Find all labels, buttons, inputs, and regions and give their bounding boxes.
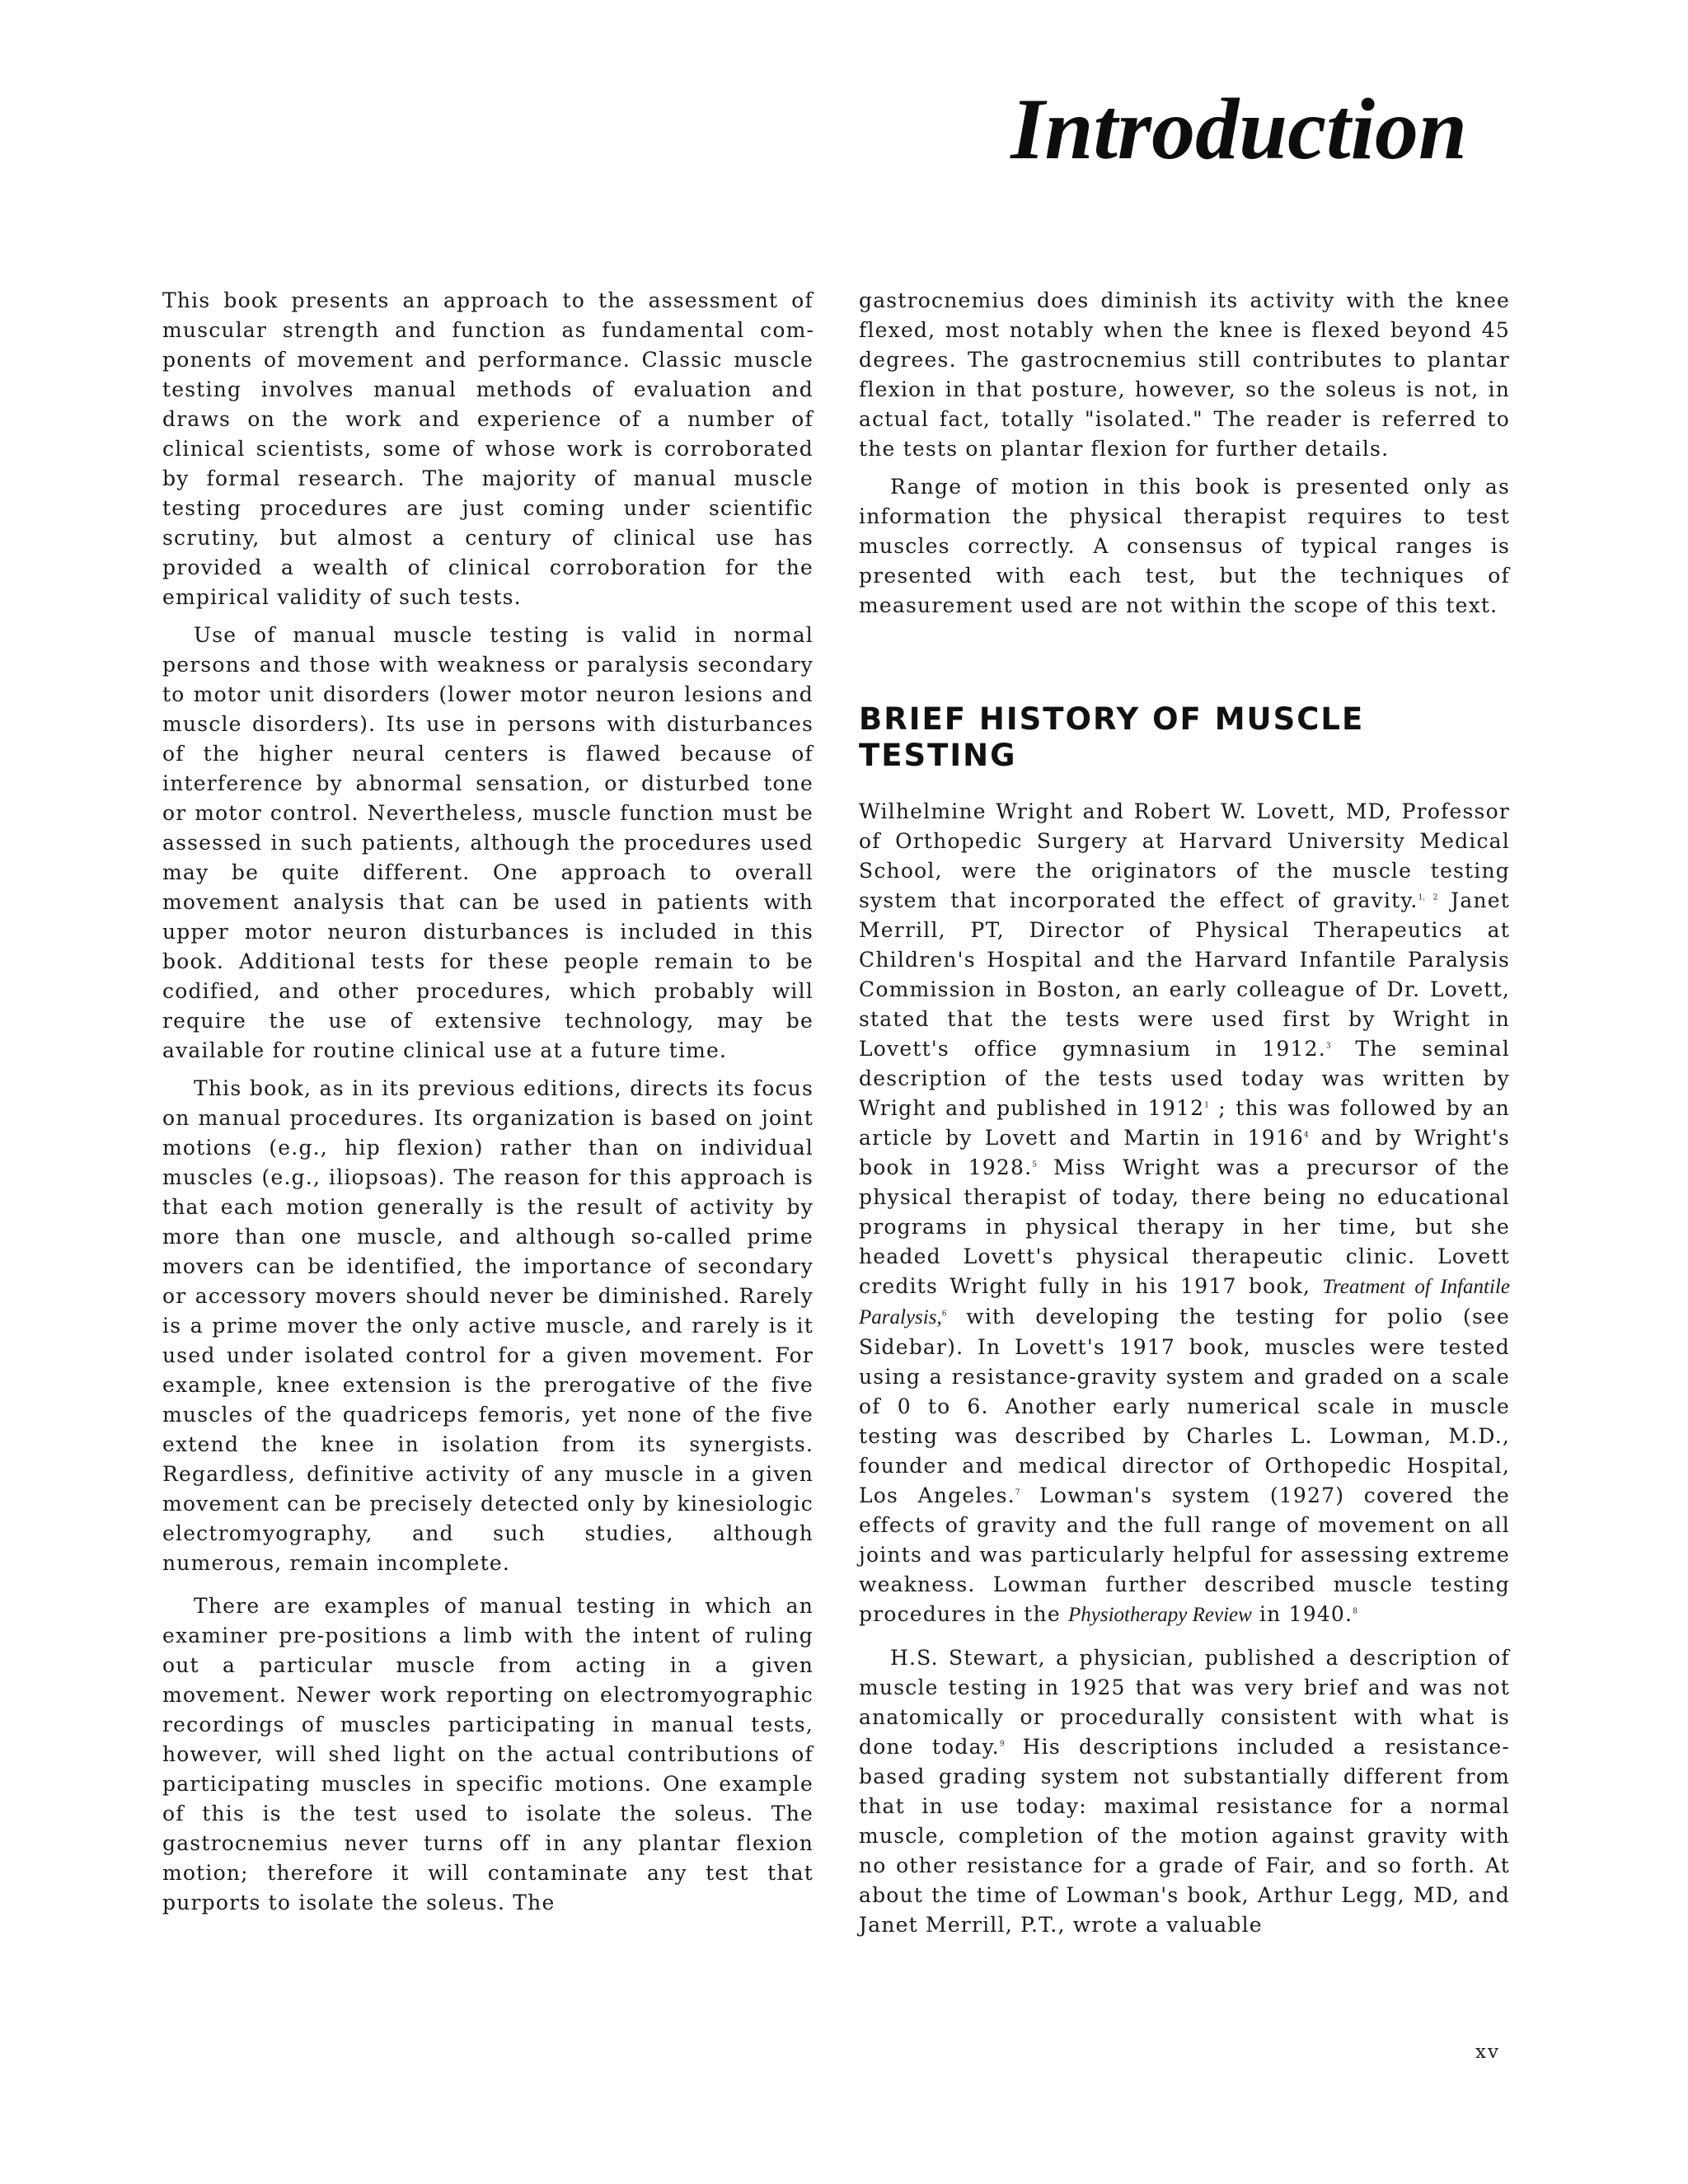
reference-marker: 7 [1015, 1488, 1020, 1497]
body-paragraph: There are examples of manual testing in which an examiner pre-positions a limb with the intent of ruling out a particular muscle from acting in a given movement. Newer work reporting on electromyographic recordings of muscles participating in manual tests, however, will shed light on the actual contributions of participating muscles in specific motions. One example of this is the test used to isolate the soleus. The gastrocnemius never turns off in any plantar flexion motion; therefore it will contaminate any test that purports to isolate the soleus. The [162, 1594, 814, 1915]
page-title: Introduction [1010, 81, 1467, 177]
page-number: xv [1475, 2041, 1500, 2063]
body-paragraph [859, 797, 1510, 1630]
reference-marker: 8 [1353, 1607, 1357, 1616]
body-paragraph: This book presents an approach to the assessment of muscular strength and function as fundamental components of movement and performance. Classic muscle testing involves manual methods of evaluation and draws on the work and experience of a number of clinical scientists, some of whose work is corroborated by formal research. The majority of manual muscle testing procedures are just coming under scientific scrutiny, but almost a century of clinical use has provided a wealth of clinical corroboration for the empirical validity of such tests. [162, 288, 814, 609]
journal-title: Physiotherapy Review [1067, 1604, 1252, 1626]
body-paragraph: gastrocnemius does diminish its activity with the knee flexed, most notably when the knee is flexed beyond 45 degrees. The gastrocnemius still contributes to plantar flexion in that posture, however, so the soleus is not, in actual fact, totally "isolated." The reader is referred to the tests on plantar flexion for further details. [859, 288, 1510, 461]
body-paragraph: Range of motion in this book is presented only as information the physical therapist requires to test muscles correctly. A consensus of typical ranges is presented with each test, but the techniques of measurement used are not within the scope of this text. [859, 475, 1510, 617]
paragraph-text: Wilhelmine Wright and Robert W. Lovett, MD, Professor of Orthopedic Surgery at Harvard University Medical School, were the originators of the muscle testing system that incorporated the effect of gravity. [859, 799, 1510, 912]
left-column [162, 286, 814, 1926]
reference-marker: 1 [1204, 1101, 1209, 1110]
reference-marker: 4 [1304, 1131, 1309, 1140]
paragraph-text: His descriptions included a resistance-based grading system not substantially different from that in use today: maximal resistance for a normal muscle, completion of the motion against gravity with no other resistance for a grade of Fair, and so forth. At about the time of Lowman's book, Arthur Legg, MD, and Janet Merrill, P.T., wrote a valuable [859, 1735, 1510, 1937]
paragraph-text: in 1940. [1251, 1602, 1353, 1626]
body-paragraph: Use of manual muscle testing is valid in normal persons and those with weakness or paralysis secondary to motor unit disorders (lower motor neuron lesions and muscle disorders). Its use in persons with disturbances of the higher neural centers is flawed because of interference by abnormal sensation, or disturbed tone or motor control. Nevertheless, muscle function must be assessed in such patients, although the procedures used may be quite different. One approach to overall movement analysis that can be used in patients with upper motor neuron disturbances is included in this book. Additional tests for these people remain to be codified, and other procedures, which probably will require the use of extensive technology, may be available for routine clinical use at a future time. [162, 623, 814, 1062]
right-column [859, 286, 1510, 1948]
section-heading: BRIEF HISTORY OF MUSCLE TESTING [859, 701, 1365, 773]
paragraph-text: with developing the testing for polio (see Sidebar). In Lovett's 1917 book, muscles were tested using a resistance-gravity system and graded on a scale of 0 to 6. Another early numerical scale in muscle testing was described by Charles L. Lowman, M.D., founder and medical director of Orthopedic Hospital, Los Angeles. [859, 1305, 1510, 1507]
paragraph-text: Janet Merrill, PT, Director of Physical Therapeutics at Children's Hospital and the Harvard Infantile Paralysis Commission in Boston, an early colleague of Dr. Lovett, stated that the tests were used first by Wright in Lovett's office gymnasium in 1912. [859, 888, 1510, 1061]
reference-marker: 6 [941, 1310, 947, 1319]
book-title: Treatment of Infantile Paralysis, [859, 1276, 1510, 1329]
body-paragraph: This book, as in its previous editions, directs its focus on manual procedures. Its organization is based on joint motions (e.g., hip flexion) rather than on individual muscles (e.g., iliopsoas). The reason for this approach is that each motion generally is the result of activity by more than one muscle, and although so-called prime movers can be identified, the importance of secondary or accessory movers should never be diminished. Rarely is a prime mover the only active muscle, and rarely is it used under isolated control for a given movement. For example, knee extension is the prerogative of the five muscles of the quadriceps femoris, yet none of the five extend the knee in isolation from its synergists. Regardless, definitive activity of any muscle in a given movement can be precisely detected only by kinesiologic electromyography, and such studies, although numerous, remain incomplete. [162, 1076, 814, 1575]
paragraph-text: and by Wright's book in 1928. [859, 1126, 1510, 1179]
reference-marker: 1, 2 [1418, 893, 1438, 902]
reference-marker: 5 [1032, 1160, 1038, 1169]
reference-marker: 3 [1325, 1042, 1331, 1051]
paragraph-text: ; this was followed by an article by Lovett and Martin in 1916 [859, 1096, 1510, 1150]
body-paragraph [859, 1643, 1510, 1940]
reference-marker: 9 [999, 1740, 1005, 1749]
paragraph-text: Miss Wright was a precursor of the physical therapist of today, there being no educational programs in physical therapy in her time, but she headed Lovett's physical therapeutic clinic. Lovett credits Wright fully in his 1917 book, [859, 1155, 1510, 1298]
paragraph-text: H.S. Stewart, a physician, published a description of muscle testing in 1925 that was very brief and was not anatomically or procedurally consistent with what is done today. [859, 1646, 1510, 1759]
paragraph-text: Lowman's system (1927) covered the effects of gravity and the full range of movement on all joints and was particularly helpful for assessing extreme weakness. Lowman further described muscle testing procedures in the [859, 1483, 1510, 1626]
paragraph-text: The seminal description of the tests used today was written by Wright and published in 1912 [859, 1037, 1510, 1120]
